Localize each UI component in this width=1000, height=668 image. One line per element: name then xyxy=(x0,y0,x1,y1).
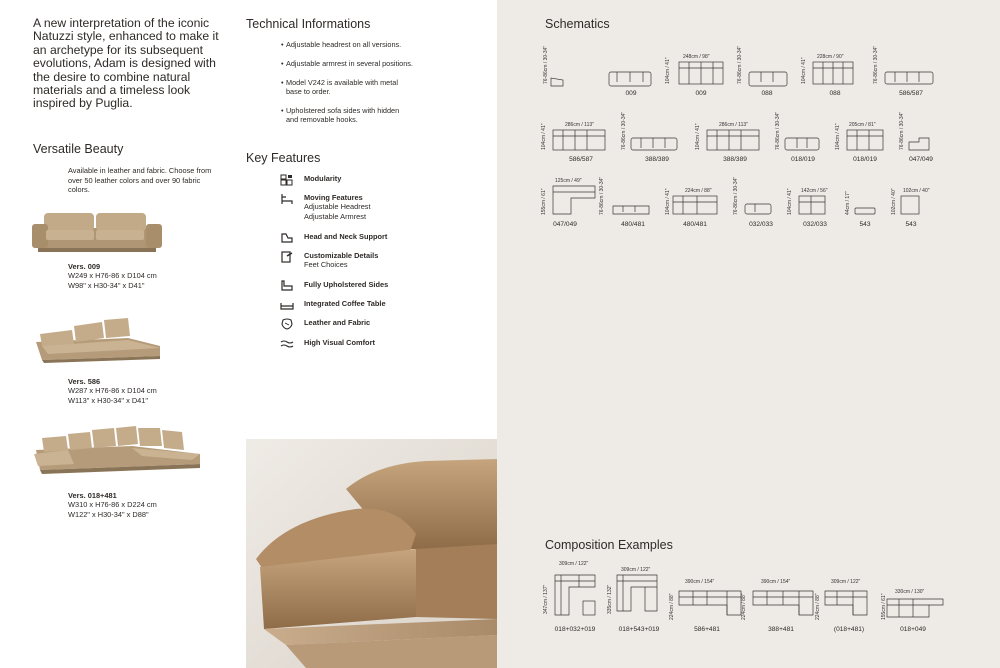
coffee-table-icon xyxy=(280,299,294,311)
dim-top: 309cm / 122" xyxy=(621,567,651,573)
composition-label: 018+049 xyxy=(900,626,926,633)
schematic-label: 088 xyxy=(761,90,773,97)
moving-features-icon xyxy=(280,193,294,205)
dim-side: 104cm / 41" xyxy=(787,188,793,215)
feature-customizable xyxy=(280,251,378,270)
feature-label: Integrated Coffee Table xyxy=(304,299,386,308)
feature-sub: Adjustable Armrest xyxy=(304,211,367,221)
dim-top: 286cm / 113" xyxy=(719,122,748,128)
composition-label: (018+481) xyxy=(833,626,865,633)
dim-side: 155cm / 61" xyxy=(541,188,547,215)
schematic-label: 018/019 xyxy=(853,156,877,163)
dim-side: 76-86cm / 30-34" xyxy=(737,45,743,84)
composition-label: 586+481 xyxy=(694,626,720,633)
technical-item: • Model V242 is available with metal base to order. xyxy=(281,78,411,96)
dim-side: 76-86cm / 30-34" xyxy=(733,176,739,215)
dim-side: 347cm / 137" xyxy=(543,584,549,614)
feature-label: Moving Features xyxy=(304,193,363,202)
feature-head-support xyxy=(280,232,387,244)
feature-label: High Visual Comfort xyxy=(304,338,375,347)
schematic-label: 543 xyxy=(859,221,871,228)
schematic-label: 032/033 xyxy=(803,221,827,228)
dim-side: 224cm / 88" xyxy=(669,593,675,620)
dim-top: 309cm / 122" xyxy=(559,561,589,567)
dim-side: 76-86cm / 30-34" xyxy=(543,45,549,84)
versatile-description: Available in leather and fabric. Choose from over 50 leather colors and over 90 fabric colors. xyxy=(68,166,212,195)
schematic-label: 088 xyxy=(829,90,841,97)
schematic-label: 388/389 xyxy=(723,156,747,163)
sofa-closeup-photo xyxy=(246,439,497,668)
sofa-018-481-image xyxy=(32,420,202,480)
dim-top: 224cm / 88" xyxy=(685,188,712,194)
intro-text: A new interpretation of the iconic Natuzzi style, enhanced to make it an archetype for its subsequent evolutions, Adam is designed with the desire to combine natural materials and a timeless look inspired by Puglia. xyxy=(33,16,219,111)
feature-sub: Feet Choices xyxy=(304,260,348,270)
dim-top: 142cm / 56" xyxy=(801,188,828,194)
version-name: Vers. 586 xyxy=(68,377,101,386)
leather-fabric-icon xyxy=(280,318,294,330)
feature-modularity xyxy=(280,174,341,186)
dim-top: 286cm / 113" xyxy=(565,122,594,128)
version-metric: W287 x H76-86 x D104 cm xyxy=(68,386,157,396)
dim-side: 104cm / 41" xyxy=(801,57,807,84)
upholstered-icon xyxy=(280,280,294,292)
dim-side: 104cm / 41" xyxy=(695,123,701,150)
head-support-icon xyxy=(280,232,294,244)
schematics-drawings xyxy=(537,38,997,238)
schematic-label: 047/049 xyxy=(909,156,933,163)
technical-list xyxy=(281,40,451,134)
schematic-label: 009 xyxy=(695,90,707,97)
technical-item: • Upholstered sofa sides with hidden and removable hooks. xyxy=(281,106,411,124)
dim-side: 76-86cm / 30-34" xyxy=(599,176,605,215)
feature-label: Customizable Details xyxy=(304,251,379,260)
composition-label: 018+032+019 xyxy=(554,626,596,633)
composition-label: 018+543+019 xyxy=(618,626,660,633)
dim-side: 224cm / 88" xyxy=(815,593,821,620)
dim-top: 102cm / 40" xyxy=(903,188,930,194)
version-009 xyxy=(68,262,157,290)
version-metric: W249 x H76-86 x D104 cm xyxy=(68,271,157,281)
composition-label: 388+481 xyxy=(768,626,794,633)
schematic-label: 543 xyxy=(905,221,917,228)
versatile-title: Versatile Beauty xyxy=(33,142,124,156)
dim-side: 104cm / 41" xyxy=(665,57,671,84)
feature-leather-fabric xyxy=(280,318,370,330)
dim-side: 104cm / 41" xyxy=(835,123,841,150)
schematic-label: 586/587 xyxy=(899,90,923,97)
sofa-586-image xyxy=(32,312,162,367)
dim-side: 335cm / 132" xyxy=(607,584,613,614)
composition-title: Composition Examples xyxy=(545,538,673,552)
visual-comfort-icon xyxy=(280,338,294,350)
dim-side: 76-86cm / 30-34" xyxy=(899,111,905,150)
dim-top: 390cm / 154" xyxy=(685,579,715,585)
dim-side: 224cm / 88" xyxy=(741,593,747,620)
feature-upholstered xyxy=(280,280,388,292)
dim-side: 104cm / 41" xyxy=(665,188,671,215)
dim-top: 309cm / 122" xyxy=(831,579,861,585)
schematic-label: 388/389 xyxy=(645,156,669,163)
version-imperial: W113" x H30-34" x D41" xyxy=(68,395,149,405)
schematic-label: 480/481 xyxy=(621,221,645,228)
version-imperial: W122" x H30-34" x D88" xyxy=(68,509,149,519)
feature-label: Leather and Fabric xyxy=(304,318,371,327)
customizable-icon xyxy=(280,251,294,263)
dim-side: 76-86cm / 30-34" xyxy=(621,111,627,150)
schematic-label: 009 xyxy=(625,90,637,97)
version-018-481 xyxy=(68,491,157,519)
dim-side: 76-86cm / 30-34" xyxy=(775,111,781,150)
version-name: Vers. 018+481 xyxy=(68,491,117,500)
dim-side: 76-86cm / 30-34" xyxy=(873,45,879,84)
technical-item: • Adjustable armrest in several positions. xyxy=(281,59,451,68)
feature-coffee-table xyxy=(280,299,386,311)
feature-visual-comfort xyxy=(280,338,375,350)
schematics-title: Schematics xyxy=(545,17,610,31)
left-page xyxy=(0,0,497,668)
technical-item: • Adjustable headrest on all versions. xyxy=(281,40,451,49)
schematic-label: 586/587 xyxy=(569,156,593,163)
dim-side: 155cm / 61" xyxy=(881,593,887,620)
feature-label: Modularity xyxy=(304,174,342,183)
feature-moving xyxy=(280,193,371,221)
version-586 xyxy=(68,377,157,405)
dim-side: 104cm / 41" xyxy=(541,123,547,150)
dim-side: 102cm / 40" xyxy=(891,188,897,215)
dim-side: 44cm / 17" xyxy=(845,191,851,215)
right-page xyxy=(497,0,1000,668)
feature-label: Head and Neck Support xyxy=(304,232,388,241)
dim-top: 205cm / 81" xyxy=(849,122,876,128)
dim-top: 228cm / 90" xyxy=(817,54,844,60)
dim-top: 248cm / 98" xyxy=(683,54,710,60)
dim-top: 330cm / 130" xyxy=(895,589,925,595)
dim-top: 390cm / 154" xyxy=(761,579,791,585)
version-metric: W310 x H76-86 x D224 cm xyxy=(68,500,157,510)
version-imperial: W98" x H30-34" x D41" xyxy=(68,280,145,290)
technical-title: Technical Informations xyxy=(246,17,371,31)
schematic-label: 032/033 xyxy=(749,221,773,228)
sofa-009-image xyxy=(32,206,162,256)
version-name: Vers. 009 xyxy=(68,262,101,271)
dim-top: 125cm / 49" xyxy=(555,178,582,184)
modularity-icon xyxy=(280,174,294,186)
schematic-label: 480/481 xyxy=(683,221,707,228)
features-title: Key Features xyxy=(246,151,321,165)
schematic-label: 047/049 xyxy=(553,221,577,228)
schematic-label: 018/019 xyxy=(791,156,815,163)
feature-label: Fully Upholstered Sides xyxy=(304,280,389,289)
composition-drawings xyxy=(537,565,997,625)
feature-sub: Adjustable Headrest xyxy=(304,202,371,212)
